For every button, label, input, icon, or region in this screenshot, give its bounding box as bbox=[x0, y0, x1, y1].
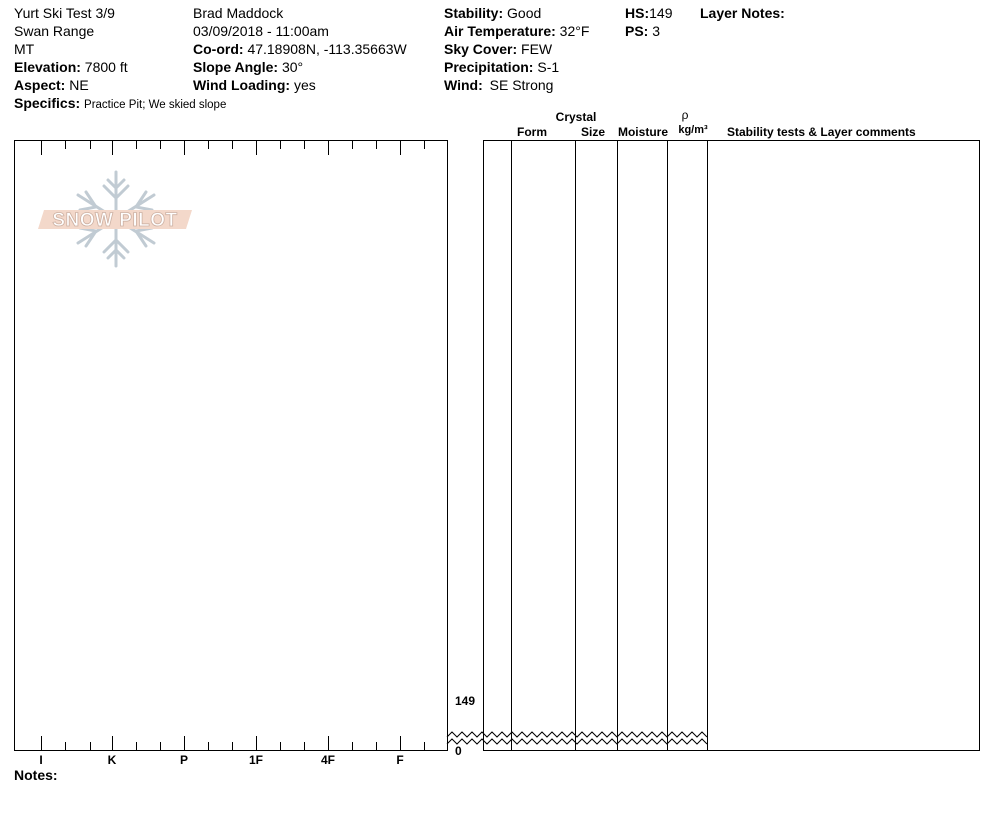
col-header-crystal: Crystal bbox=[555, 110, 597, 124]
site-range: Swan Range bbox=[14, 23, 95, 39]
col-header-stability-comments: Stability tests & Layer comments bbox=[727, 125, 916, 139]
slope-angle-value: 30° bbox=[281, 59, 304, 75]
ps-label: PS: bbox=[625, 23, 649, 39]
col-header-density: kg/m³ bbox=[678, 124, 708, 136]
layer-notes-label: Layer Notes: bbox=[700, 5, 785, 21]
hardness-graph-frame bbox=[15, 141, 448, 751]
stability-value: Good bbox=[507, 5, 542, 21]
hardness-label-p: P bbox=[179, 753, 188, 767]
hs-label: HS: bbox=[625, 5, 650, 21]
wind-loading-label: Wind Loading: bbox=[193, 77, 291, 93]
ps-value: 3 bbox=[652, 23, 661, 39]
depth-bottom-label: 0 bbox=[455, 744, 462, 758]
hardness-label-i: I bbox=[39, 753, 43, 767]
aspect-value: NE bbox=[69, 77, 89, 93]
bottom-ticks bbox=[42, 736, 425, 751]
observer-name: Brad Maddock bbox=[193, 5, 284, 21]
specifics-label: Specifics: bbox=[14, 95, 81, 111]
depth-top-label: 149 bbox=[455, 694, 476, 708]
hardness-label-k: K bbox=[107, 753, 117, 767]
sky-cover-label: Sky Cover: bbox=[444, 41, 518, 57]
air-temp-value: 32°F bbox=[559, 23, 590, 39]
coord-label: Co-ord: bbox=[193, 41, 244, 57]
hardness-label-1f: 1F bbox=[248, 753, 263, 767]
elevation-label: Elevation: bbox=[14, 59, 81, 75]
site-state: MT bbox=[14, 41, 35, 57]
snow-pilot-logo bbox=[38, 172, 192, 266]
hardness-label-4f: 4F bbox=[320, 753, 335, 767]
precip-value: S-1 bbox=[537, 59, 560, 75]
hardness-label-f: F bbox=[396, 753, 404, 767]
observation-datetime: 03/09/2018 - 11:00am bbox=[193, 23, 329, 39]
top-ticks bbox=[42, 140, 425, 155]
wind-label: Wind: bbox=[444, 77, 483, 93]
site-title: Yurt Ski Test 3/9 bbox=[14, 5, 115, 21]
col-header-form: Form bbox=[517, 125, 547, 139]
col-header-size: Size bbox=[580, 125, 605, 139]
elevation-value: 7800 ft bbox=[84, 59, 128, 75]
logo-text: SNOW PILOT bbox=[52, 210, 178, 231]
layer-table-frame bbox=[484, 141, 980, 751]
stability-label: Stability: bbox=[444, 5, 504, 21]
sky-cover-value: FEW bbox=[521, 41, 553, 57]
precip-label: Precipitation: bbox=[444, 59, 534, 75]
specifics-value: Practice Pit; We skied slope bbox=[84, 99, 227, 111]
hs-value: 149 bbox=[649, 5, 673, 21]
wind-loading-value: yes bbox=[293, 77, 316, 93]
col-header-rho: ρ bbox=[681, 108, 689, 122]
slope-angle-label: Slope Angle: bbox=[193, 59, 279, 75]
aspect-label: Aspect: bbox=[14, 77, 66, 93]
air-temp-label: Air Temperature: bbox=[444, 23, 556, 39]
notes-label: Notes: bbox=[14, 767, 58, 783]
coord-value: 47.18908N, -113.35663W bbox=[247, 41, 407, 57]
col-header-moisture: Moisture bbox=[617, 125, 668, 139]
wind-value: SE Strong bbox=[489, 77, 554, 93]
